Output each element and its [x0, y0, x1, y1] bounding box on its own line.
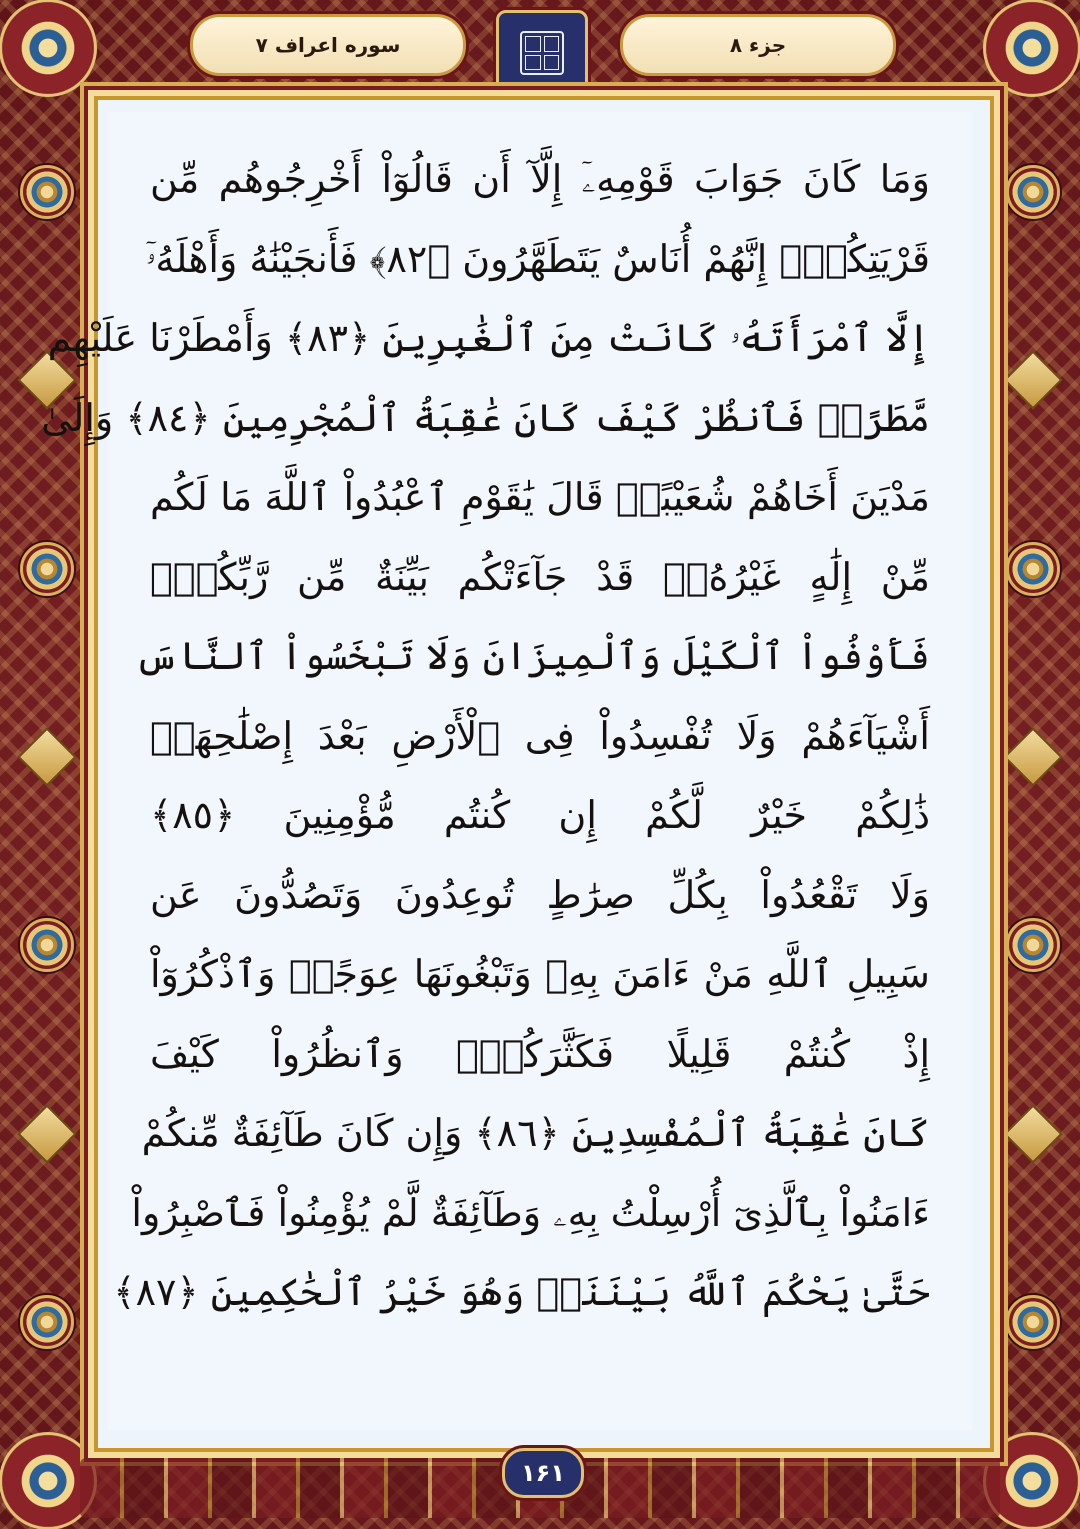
floral-medallion-icon — [20, 542, 74, 596]
page-number — [502, 1448, 584, 1498]
surah-label: سوره اعراف ۷ — [255, 33, 401, 57]
surah-cartouche — [190, 14, 466, 76]
text-line: وَمَا كَانَ جَوَابَ قَوْمِهِۦٓ إِلَّآ أَن قَالُوٓاْ أَخْرِجُوهُم مِّن — [150, 157, 930, 201]
floral-medallion-icon — [20, 165, 74, 219]
floral-medallion-icon — [1006, 918, 1060, 972]
text-line: مِّنْ إِلَٰهٍ غَيْرُهُۥۖ قَدْ جَآءَتْكُم بَيِّنَةٌ مِّن رَّبِّكُمْۖ — [150, 554, 930, 599]
text-line: كَانَ عَٰقِبَةُ ٱلْمُفْسِدِينَ ﴿٨٦﴾ وَإِن كَانَ طَآئِفَةٌ مِّنكُمْ — [141, 1111, 930, 1155]
juz-cartouche — [620, 14, 896, 76]
text-line: إِذْ كُنتُمْ قَلِيلًا فَكَثَّرَكُمْۖ وَٱنظُرُواْ كَيْفَ — [150, 1031, 930, 1076]
text-line: مَّطَرًاۖ فَٱنظُرْ كَيْفَ كَانَ عَٰقِبَةُ ٱلْمُجْرِمِينَ ﴿٨٤﴾ وَإِلَىٰ — [41, 395, 930, 440]
text-line: ذَٰلِكُمْ خَيْرٌ لَّكُمْ إِن كُنتُم مُّؤْمِنِينَ ﴿٨٥﴾ — [150, 793, 930, 837]
lozenge-ornament-icon — [1003, 1104, 1062, 1163]
text-line: وَلَا تَقْعُدُواْ بِكُلِّ صِرَٰطٍ تُوعِدُونَ وَتَصُدُّونَ عَن — [150, 872, 930, 917]
floral-medallion-icon — [20, 918, 74, 972]
text-line: مَدْيَنَ أَخَاهُمْ شُعَيْبًاۗ قَالَ يَٰقَوْمِ ٱعْبُدُواْ ٱللَّهَ مَا لَكُم — [150, 475, 930, 519]
page-number-text: ۱۶۱ — [521, 1459, 565, 1487]
floral-medallion-icon — [1006, 1295, 1060, 1349]
floral-medallion-icon — [20, 1295, 74, 1349]
lozenge-ornament-icon — [17, 1104, 76, 1163]
floral-medallion-icon — [1006, 165, 1060, 219]
lozenge-ornament-icon — [1003, 727, 1062, 786]
left-border-ornaments — [12, 95, 82, 1419]
text-line: ءَامَنُواْ بِٱلَّذِىٓ أُرْسِلْتُ بِهِۦ وَطَآئِفَةٌ لَّمْ يُؤْمِنُواْ فَٱصْبِرُواْ — [131, 1190, 930, 1235]
text-line: إِلَّا ٱمْرَأَتَهُۥ كَانَتْ مِنَ ٱلْغَٰبِرِينَ ﴿٨٣﴾ وَأَمْطَرْنَا عَلَيْهِم — [47, 316, 930, 360]
text-line: فَأَوْفُواْ ٱلْكَيْلَ وَٱلْمِيزَانَ وَلَا تَبْخَسُواْ ٱلنَّاسَ — [134, 634, 930, 678]
text-line: سَبِيلِ ٱللَّهِ مَنْ ءَامَنَ بِهِۦ وَتَبْغُونَهَا عِوَجًاۚ وَٱذْكُرُوٓاْ — [150, 952, 930, 996]
right-border-ornaments — [998, 95, 1068, 1419]
juz-label: جزء ۸ — [729, 33, 787, 57]
page-header — [0, 0, 1080, 92]
lozenge-ornament-icon — [17, 727, 76, 786]
text-line: قَرْيَتِكُمْۖ إِنَّهُمْ أُنَاسٌ يَتَطَهَّرُونَ ﴿٨٢﴾ فَأَنجَيْنَٰهُ وَأَهْلَهُۥٓ — [145, 236, 930, 281]
text-line: حَتَّىٰ يَحْكُمَ ٱللَّهُ بَيْنَنَاۚ وَهُوَ خَيْرُ ٱلْحَٰكِمِينَ ﴿٨٧﴾ — [113, 1270, 930, 1314]
text-line: أَشْيَآءَهُمْ وَلَا تُفْسِدُواْ فِى ٱلْأَرْضِ بَعْدَ إِصْلَٰحِهَاۚ — [150, 713, 930, 758]
floral-medallion-icon — [1006, 542, 1060, 596]
lozenge-ornament-icon — [1003, 351, 1062, 410]
quran-text — [41, 140, 930, 1333]
